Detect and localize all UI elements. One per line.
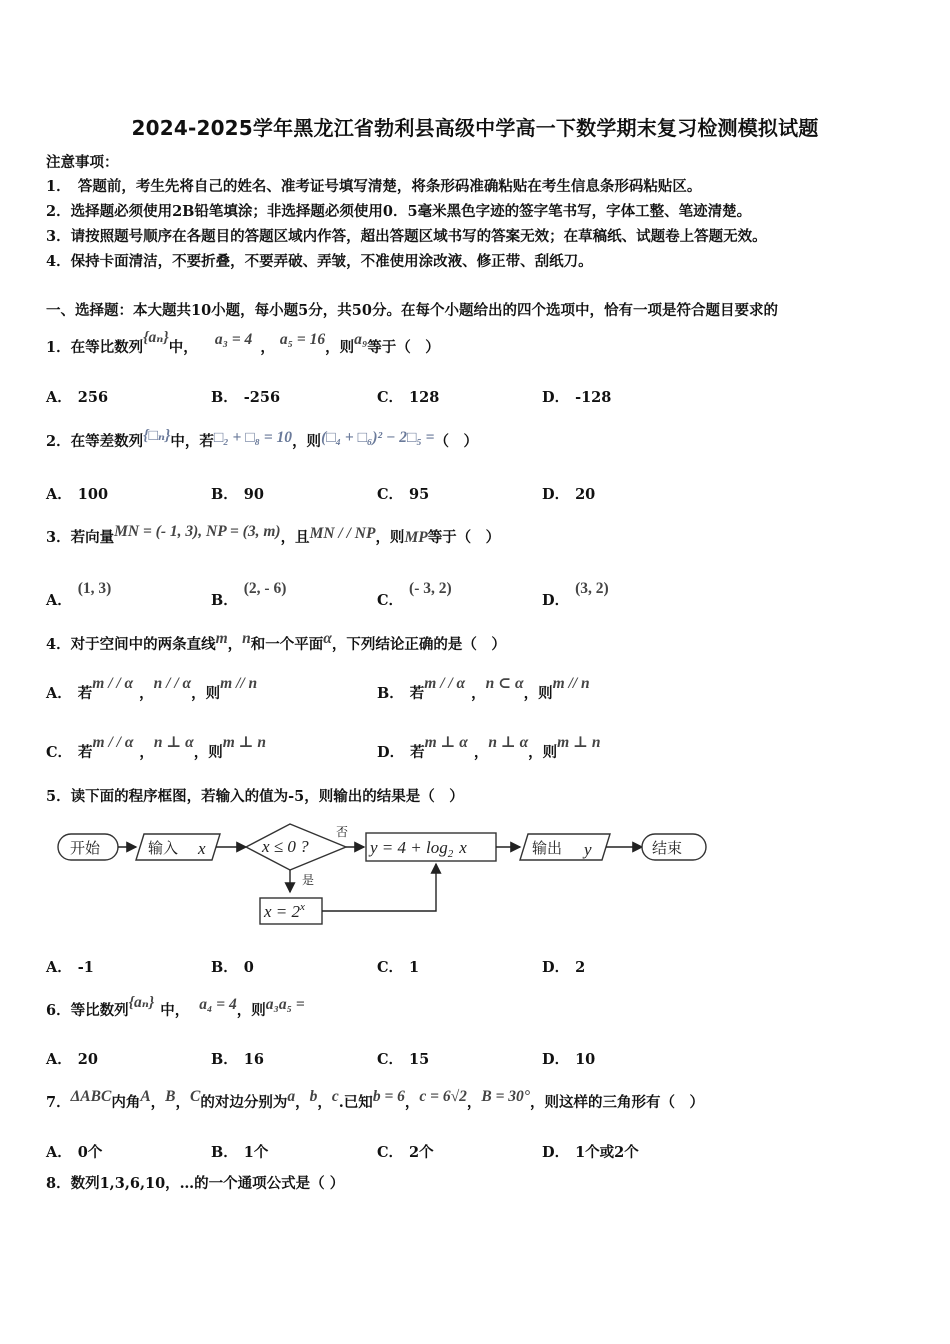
option-label: C． (377, 592, 404, 609)
option-math: m / / α (424, 675, 466, 692)
flowchart (50, 818, 720, 930)
option-value: -128 (575, 389, 612, 406)
option-math: m / / α (92, 675, 134, 692)
option-math: m / / α (92, 734, 134, 751)
q3-option-a[interactable] (46, 580, 112, 610)
option-math: n ⊥ α (153, 734, 194, 751)
flow-output-var: y (584, 840, 592, 859)
option-math: n / / α (153, 675, 192, 692)
q7-cond-2: c = 6√2 (419, 1088, 467, 1105)
option-label: B． (211, 592, 238, 609)
q7-angle-a: A (140, 1088, 151, 1105)
q7-cond-1: b = 6 (372, 1088, 405, 1105)
option-value: 2个 (409, 1144, 434, 1161)
q7-side-c: c (331, 1088, 339, 1105)
q4-option-b[interactable]: B． 若m / / α，n ⊂ α，则m // n (377, 675, 590, 702)
q1-cond-1: a₃ = 4 (214, 331, 253, 348)
q7-text: .已知 (338, 1094, 373, 1111)
q2-option-d[interactable] (542, 483, 595, 504)
q6-text: ，则 (236, 1002, 266, 1019)
section-heading: 一、选择题：本大题共10小题，每小题5分，共50分。在每个小题给出的四个选项中，恰有一项是符合题目要求的 (46, 302, 778, 319)
option-label: B． (211, 1051, 238, 1068)
question-6 (46, 994, 305, 1020)
option-value: 1 (409, 959, 420, 976)
option-label: C． (377, 1144, 404, 1161)
question-5: 5．读下面的程序框图，若输入的值为-5，则输出的结果是（ ） (46, 788, 464, 805)
q1-sep: ， (260, 339, 275, 356)
q6-cond: a₄ = 4 (199, 996, 237, 1013)
option-label: D． (542, 389, 570, 406)
option-value: 16 (243, 1051, 264, 1068)
option-text: ，则 (191, 685, 221, 702)
q1-text: 等于（ ） (367, 339, 440, 356)
option-label: D． (377, 744, 405, 761)
q7-option-b[interactable] (211, 1141, 268, 1162)
q4-alpha: α (323, 630, 332, 647)
q4-text: 和一个平面 (250, 636, 324, 653)
option-value: 20 (575, 486, 596, 503)
q3-option-b[interactable] (211, 580, 287, 610)
page-title: 2024-2025学年黑龙江省勃利县高级中学高一下数学期末复习检测模拟试题 (131, 116, 819, 140)
option-text: 若 (77, 685, 93, 702)
q2-text: 中，若 (170, 433, 214, 450)
q3-text: ，且 (280, 529, 310, 546)
q4-text: ，下列结论正确的是（ ） (331, 636, 506, 653)
q4-sep: ， (227, 636, 243, 653)
option-value: 2 (575, 959, 586, 976)
option-value: (1, 3) (77, 580, 112, 597)
q1-text: ，则 (325, 339, 355, 356)
q7-angle-b: B (165, 1088, 176, 1105)
flow-start-label: 开始 (70, 839, 101, 857)
option-value: 20 (77, 1051, 98, 1068)
q7-option-c[interactable] (377, 1141, 434, 1162)
option-label: B． (211, 959, 238, 976)
option-text: ，则 (523, 685, 553, 702)
option-label: A． (46, 486, 72, 503)
q5-option-b[interactable] (211, 956, 254, 977)
q1-target: a₉ (354, 331, 368, 348)
option-value: 15 (409, 1051, 430, 1068)
flow-yes-label: 是 (302, 873, 315, 887)
option-value: 10 (575, 1051, 596, 1068)
option-value: (- 3, 2) (409, 580, 452, 597)
option-label: D． (542, 959, 570, 976)
q1-text: 中， (168, 339, 198, 356)
option-label: D． (542, 1051, 570, 1068)
option-label: D． (542, 592, 570, 609)
option-label: B． (377, 685, 404, 702)
q6-option-b[interactable] (211, 1048, 264, 1069)
q3-option-c[interactable] (377, 580, 452, 610)
flow-decision-label: x ≤ 0 ? (262, 837, 309, 856)
option-value: 1个 (243, 1144, 269, 1161)
q1-seq: {aₙ} (143, 329, 169, 346)
option-math: m ⊥ n (557, 734, 601, 751)
option-math: n ⊥ α (488, 734, 529, 751)
q2-cond: □₂ + □₈ = 10 (213, 429, 293, 446)
q7-side-a: a (287, 1088, 296, 1105)
option-label: A． (46, 389, 72, 406)
q2-text: ，则 (292, 433, 322, 450)
option-label: A． (46, 1051, 72, 1068)
q7-option-d[interactable] (542, 1141, 639, 1162)
q7-text: 内角 (111, 1094, 141, 1111)
option-label: A． (46, 592, 72, 609)
q5-option-d[interactable] (542, 956, 585, 977)
q3-vectors: MN = (- 1, 3), NP = (3, m) (114, 523, 281, 540)
option-value: -256 (243, 389, 281, 406)
q1-option-d[interactable] (542, 386, 611, 407)
option-label: D． (542, 1144, 570, 1161)
option-math: n ⊂ α (485, 675, 524, 692)
q7-triangle: ΔABC (70, 1088, 112, 1105)
q4-n: n (242, 630, 251, 647)
question-7: 7．ΔABC内角A，B，C的对边分别为a，b，c.已知b = 6，c = 6√2，B = 30°，则这样的三角形有（ ） (46, 1088, 704, 1111)
option-value: 0个 (77, 1144, 103, 1161)
q6-seq: {aₙ} (128, 994, 155, 1011)
notice-item: 4．保持卡面清洁，不要折叠，不要弄破、弄皱，不准使用涂改液、修正带、刮纸刀。 (46, 253, 593, 270)
option-label: C． (377, 959, 404, 976)
flow-process-label: $y = 4 + \log_2 x$ (370, 838, 467, 860)
option-value: 90 (243, 486, 264, 503)
option-value: 0 (243, 959, 254, 976)
q6-option-d[interactable] (542, 1048, 595, 1069)
option-label: C． (377, 1051, 404, 1068)
q2-option-c[interactable] (377, 483, 429, 504)
option-label: A． (46, 959, 72, 976)
option-text: 若 (409, 685, 425, 702)
q3-text: ，则 (375, 529, 405, 546)
q5-option-a[interactable] (46, 956, 94, 977)
question-8: 8．数列1,3,6,10，…的一个通项公式是（ ） (46, 1175, 345, 1192)
q6-text: 中， (160, 1002, 190, 1019)
q4-num: 4．对于空间中的两条直线 (46, 636, 216, 653)
q5-option-c[interactable] (377, 956, 419, 977)
flow-input-label: 输入 (148, 839, 179, 857)
flow-assign-label: $x = 2^x$ (264, 901, 305, 921)
question-4 (46, 630, 506, 654)
option-text: 若 (78, 744, 93, 761)
flow-input-var: x (198, 839, 206, 858)
q4-option-a[interactable]: A． 若m / / α，n / / α，则m // n (46, 675, 258, 702)
option-math: m // n (552, 675, 590, 692)
option-label: D． (542, 486, 570, 503)
q2-option-b[interactable] (211, 483, 264, 504)
option-label: B． (211, 1144, 238, 1161)
question-1 (46, 329, 440, 357)
option-label: C． (46, 744, 73, 761)
q2-num: 2．在等差数列 (46, 433, 144, 450)
question-2 (46, 427, 479, 451)
q2-seq: {□ₙ} (143, 427, 171, 444)
option-math: m // n (220, 675, 258, 692)
option-value: 100 (77, 486, 109, 503)
option-label: B． (211, 389, 238, 406)
option-value: 256 (77, 389, 109, 406)
q7-angle-c: C (190, 1088, 201, 1105)
q1-option-a[interactable] (46, 386, 108, 407)
q6-num: 6．等比数列 (46, 1002, 129, 1019)
question-3 (46, 523, 501, 547)
option-value: 128 (409, 389, 440, 406)
q3-target: MP (404, 529, 428, 546)
notice-heading: 注意事项： (46, 154, 119, 171)
option-text: 若 (410, 744, 425, 761)
option-value: (3, 2) (575, 580, 609, 597)
q7-num: 7． (46, 1094, 71, 1111)
q7-text: ，则这样的三角形有（ ） (530, 1094, 704, 1111)
option-value: -1 (77, 959, 94, 976)
flow-output-label: 输出 (532, 839, 563, 857)
notice-item: 2．选择题必须使用2B铅笔填涂；非选择题必须使用0．5毫米黑色字迹的签字笔书写，字体工整、笔迹清楚。 (46, 203, 752, 220)
q2-text: （ ） (434, 433, 479, 450)
flow-end-label: 结束 (652, 839, 683, 857)
option-value: (2, - 6) (243, 580, 287, 597)
q4-option-d[interactable]: D． 若m ⊥ α，n ⊥ α，则m ⊥ n (377, 734, 601, 761)
option-label: A． (46, 685, 72, 702)
q4-option-c[interactable]: C． 若m / / α，n ⊥ α，则m ⊥ n (46, 734, 267, 761)
option-label: C． (377, 389, 404, 406)
q1-option-b[interactable] (211, 386, 280, 407)
option-text: ，则 (528, 744, 558, 761)
q2-expr: (□₄ + □₆)² − 2□₅ = (321, 429, 435, 446)
option-math: m ⊥ n (222, 734, 267, 751)
option-value: 95 (409, 486, 430, 503)
option-label: A． (46, 1144, 72, 1161)
q4-m: m (215, 630, 228, 647)
q3-option-d[interactable] (542, 580, 609, 610)
q7-text: 的对边分别为 (200, 1094, 288, 1111)
flow-no-label: 否 (336, 825, 349, 839)
q6-expr: a₃a₅ = (265, 996, 305, 1013)
q1-cond-2: a₅ = 16 (279, 331, 326, 348)
q3-cond: MN / / NP (309, 525, 376, 542)
q6-option-a[interactable] (46, 1048, 98, 1069)
notice-item: 3．请按照题号顺序在各题目的答题区域内作答，超出答题区域书写的答案无效；在草稿纸、试题卷上答题无效。 (46, 228, 767, 245)
option-text: ，则 (193, 744, 223, 761)
q7-side-b: b (309, 1088, 318, 1105)
q1-num: 1．在等比数列 (46, 339, 144, 356)
q6-option-c[interactable] (377, 1048, 429, 1069)
q7-option-a[interactable] (46, 1141, 102, 1162)
option-label: C． (377, 486, 404, 503)
option-value: 1个或2个 (575, 1144, 639, 1161)
option-math: m ⊥ α (424, 734, 468, 751)
notice-item: 1． 答题前，考生先将自己的姓名、准考证号填写清楚，将条形码准确粘贴在考生信息条形码粘贴区。 (46, 178, 702, 195)
q1-option-c[interactable] (377, 386, 439, 407)
option-label: B． (211, 486, 238, 503)
q3-num: 3．若向量 (46, 529, 115, 546)
q3-text: 等于（ ） (427, 529, 501, 546)
q7-cond-3: B = 30° (481, 1088, 530, 1105)
q2-option-a[interactable] (46, 483, 108, 504)
